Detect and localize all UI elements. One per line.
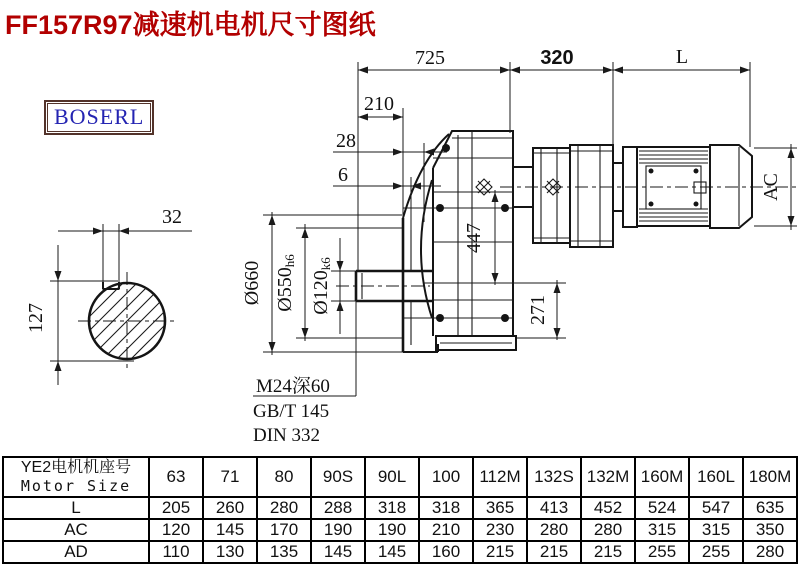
- dim-28: 28: [336, 130, 356, 152]
- column-header: 112M: [473, 457, 527, 497]
- cell: 350: [743, 519, 797, 541]
- page-title: FF157R97减速机电机尺寸图纸: [5, 10, 376, 40]
- dim-271: 271: [527, 295, 549, 325]
- cell: 452: [581, 497, 635, 519]
- cell: 130: [203, 541, 257, 563]
- dim-L: L: [675, 46, 689, 68]
- cell: 135: [257, 541, 311, 563]
- row-label: AD: [3, 541, 149, 563]
- cell: 170: [257, 519, 311, 541]
- cell: 205: [149, 497, 203, 519]
- column-header: 63: [149, 457, 203, 497]
- cell: 145: [365, 541, 419, 563]
- column-header: 100: [419, 457, 473, 497]
- note-m24: M24深60: [256, 376, 330, 397]
- header-en: Motor Size: [20, 477, 132, 495]
- cell: 524: [635, 497, 689, 519]
- cell: 190: [311, 519, 365, 541]
- column-header: 132S: [527, 457, 581, 497]
- motor-size-header-cell: [3, 457, 149, 497]
- cell: 230: [473, 519, 527, 541]
- dim-725: 725: [415, 47, 445, 69]
- dim-32: 32: [162, 206, 182, 228]
- cell: 413: [527, 497, 581, 519]
- cell: 120: [149, 519, 203, 541]
- header-cn: YE2电机机座号: [20, 459, 132, 476]
- cell: 288: [311, 497, 365, 519]
- cell: 190: [365, 519, 419, 541]
- cell: 215: [581, 541, 635, 563]
- column-header: 132M: [581, 457, 635, 497]
- dim-320: 320: [540, 47, 574, 69]
- boserl-logo-text: BOSERL: [47, 103, 151, 132]
- dimension-lines: [50, 62, 797, 396]
- column-header: 90L: [365, 457, 419, 497]
- dim-550: Ø550h6: [274, 254, 297, 312]
- cell: 145: [203, 519, 257, 541]
- cell: 260: [203, 497, 257, 519]
- dim-120: Ø120k6: [310, 257, 333, 315]
- note-din: DIN 332: [253, 425, 321, 446]
- cell: 635: [743, 497, 797, 519]
- row-label: L: [3, 497, 149, 519]
- cell: 145: [311, 541, 365, 563]
- dim-127: 127: [25, 303, 47, 333]
- dim-AC: AC: [760, 173, 782, 201]
- cell: 255: [689, 541, 743, 563]
- cell: 280: [743, 541, 797, 563]
- cell: 280: [527, 519, 581, 541]
- column-header: 160M: [635, 457, 689, 497]
- gearbox-housing: [356, 131, 516, 352]
- cell: 210: [419, 519, 473, 541]
- row-label: AC: [3, 519, 149, 541]
- dim-210: 210: [364, 93, 394, 115]
- input-adapter: [476, 145, 613, 247]
- column-header: 80: [257, 457, 311, 497]
- cell: 280: [581, 519, 635, 541]
- cell: 215: [527, 541, 581, 563]
- motor-size-table: [2, 456, 798, 564]
- cell: 547: [689, 497, 743, 519]
- cell: 315: [689, 519, 743, 541]
- table-header-row: [3, 457, 797, 497]
- cell: 315: [635, 519, 689, 541]
- cell: 365: [473, 497, 527, 519]
- dim-660: Ø660: [241, 260, 263, 306]
- note-gbt: GB/T 145: [253, 401, 330, 422]
- cell: 215: [473, 541, 527, 563]
- column-header: 71: [203, 457, 257, 497]
- cell: 160: [419, 541, 473, 563]
- dim-447: 447: [463, 223, 485, 253]
- dim-6: 6: [338, 164, 348, 186]
- column-header: 180M: [743, 457, 797, 497]
- column-header: 90S: [311, 457, 365, 497]
- column-header: 160L: [689, 457, 743, 497]
- cell: 255: [635, 541, 689, 563]
- cell: 318: [419, 497, 473, 519]
- cell: 280: [257, 497, 311, 519]
- cell: 318: [365, 497, 419, 519]
- table-row-L: [3, 497, 797, 519]
- table-row-AC: [3, 519, 797, 541]
- cell: 110: [149, 541, 203, 563]
- table-row-AD: [3, 541, 797, 563]
